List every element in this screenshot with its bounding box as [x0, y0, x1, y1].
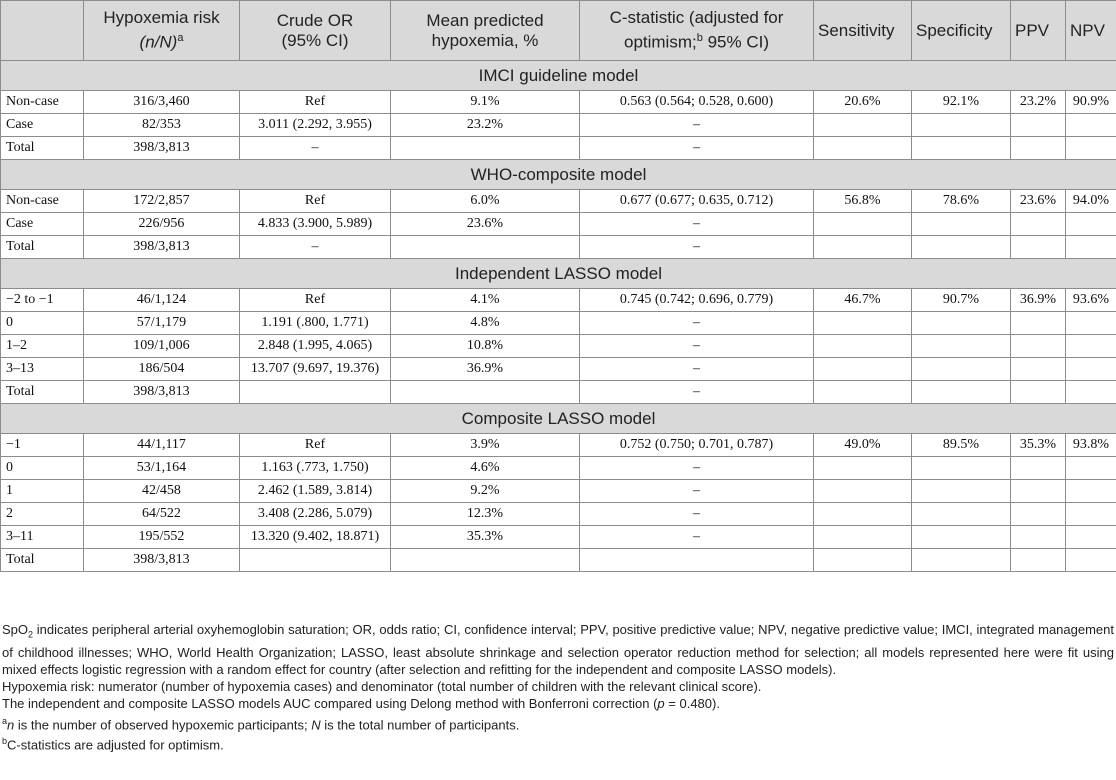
section-header-row — [1, 61, 1116, 91]
cell-sensitivity — [814, 213, 912, 236]
cell-crude-or — [240, 381, 391, 404]
cell-ppv: 36.9% — [1011, 289, 1066, 312]
cell-crude-or: 13.320 (9.402, 18.871) — [240, 526, 391, 549]
cell-mean-predicted: 12.3% — [391, 503, 580, 526]
table-footnotes — [2, 621, 1114, 754]
cell-crude-or: 3.011 (2.292, 3.955) — [240, 114, 391, 137]
cell-sensitivity — [814, 480, 912, 503]
cell-specificity — [912, 358, 1011, 381]
header-ppv: PPV — [1011, 1, 1066, 61]
table-row — [1, 114, 1116, 137]
cell-npv — [1066, 381, 1116, 404]
cell-mean-predicted: 3.9% — [391, 434, 580, 457]
table-row — [1, 503, 1116, 526]
cell-sensitivity: 46.7% — [814, 289, 912, 312]
cell-specificity — [912, 114, 1011, 137]
cell-hypoxemia-risk: 42/458 — [84, 480, 240, 503]
cell-hypoxemia-risk: 64/522 — [84, 503, 240, 526]
cell-hypoxemia-risk: 186/504 — [84, 358, 240, 381]
header-mean-predicted: Mean predicted hypoxemia, % — [391, 1, 580, 61]
header-c-statistic: C-statistic (adjusted for optimism;$^b$ 95% CI) — [580, 1, 814, 61]
table-row — [1, 213, 1116, 236]
table-row — [1, 381, 1116, 404]
section-title: Composite LASSO model — [1, 404, 1116, 434]
cell-hypoxemia-risk: 398/3,813 — [84, 236, 240, 259]
cell-ppv: 23.2% — [1011, 91, 1066, 114]
cell-crude-or: 3.408 (2.286, 5.079) — [240, 503, 391, 526]
footnote-abbreviations: SpO$_2$ indicates peripheral arterial oxyhemoglobin saturation; OR, odds ratio; CI, confidence interval; PPV, positive predictive value; NPV, negative predictive value; IMCI, integrated management of childhood illnesses; WHO, World Health Organization; LASSO, least absolute shrinkage and selection operator reduction method for selection; all models represented here were fit using mixed effects logistic regression with a random effect for country (after selection and refitting for the independent and composite LASSO models). — [2, 622, 1114, 677]
cell-specificity — [912, 236, 1011, 259]
cell-c-statistic: – — [580, 114, 814, 137]
cell-sensitivity — [814, 114, 912, 137]
cell-crude-or: – — [240, 236, 391, 259]
footnote-b: $^b$C-statistics are adjusted for optimism. — [2, 736, 224, 753]
cell-crude-or: 2.848 (1.995, 4.065) — [240, 335, 391, 358]
cell-ppv — [1011, 503, 1066, 526]
cell-c-statistic: – — [580, 312, 814, 335]
cell-ppv — [1011, 236, 1066, 259]
cell-crude-or: Ref — [240, 190, 391, 213]
cell-npv — [1066, 114, 1116, 137]
header-npv: NPV — [1066, 1, 1116, 61]
cell-specificity — [912, 381, 1011, 404]
cell-crude-or: – — [240, 137, 391, 160]
cell-mean-predicted — [391, 236, 580, 259]
cell-row-label: Total — [1, 381, 84, 404]
table-row — [1, 236, 1116, 259]
cell-c-statistic: 0.752 (0.750; 0.701, 0.787) — [580, 434, 814, 457]
cell-mean-predicted: 23.2% — [391, 114, 580, 137]
section-title: IMCI guideline model — [1, 61, 1116, 91]
cell-mean-predicted: 23.6% — [391, 213, 580, 236]
cell-specificity — [912, 549, 1011, 572]
cell-ppv — [1011, 358, 1066, 381]
table-row — [1, 190, 1116, 213]
cell-row-label: 3–11 — [1, 526, 84, 549]
cell-row-label: 2 — [1, 503, 84, 526]
cell-npv: 90.9% — [1066, 91, 1116, 114]
cell-mean-predicted: 9.2% — [391, 480, 580, 503]
cell-crude-or: 13.707 (9.697, 19.376) — [240, 358, 391, 381]
cell-ppv: 35.3% — [1011, 434, 1066, 457]
cell-npv — [1066, 480, 1116, 503]
cell-mean-predicted: 9.1% — [391, 91, 580, 114]
table-row — [1, 312, 1116, 335]
cell-specificity — [912, 213, 1011, 236]
footnote-auc-comparison: The independent and composite LASSO models AUC compared using Delong method with Bonferroni correction (p = 0.480). — [2, 696, 720, 712]
cell-sensitivity — [814, 335, 912, 358]
cell-mean-predicted: 4.1% — [391, 289, 580, 312]
cell-row-label: 1–2 — [1, 335, 84, 358]
cell-ppv: 23.6% — [1011, 190, 1066, 213]
cell-c-statistic: – — [580, 213, 814, 236]
cell-c-statistic: – — [580, 457, 814, 480]
section-header-row — [1, 160, 1116, 190]
cell-sensitivity — [814, 381, 912, 404]
cell-c-statistic — [580, 549, 814, 572]
cell-npv — [1066, 503, 1116, 526]
table-row — [1, 289, 1116, 312]
section-title: WHO-composite model — [1, 160, 1116, 190]
cell-npv — [1066, 526, 1116, 549]
header-crude-or: Crude OR (95% CI) — [240, 1, 391, 61]
cell-hypoxemia-risk: 316/3,460 — [84, 91, 240, 114]
section-title: Independent LASSO model — [1, 259, 1116, 289]
cell-hypoxemia-risk: 57/1,179 — [84, 312, 240, 335]
cell-ppv — [1011, 381, 1066, 404]
header-hypoxemia-risk: Hypoxemia risk $(n/N)^a$ — [84, 1, 240, 61]
cell-hypoxemia-risk: 398/3,813 — [84, 381, 240, 404]
cell-ppv — [1011, 114, 1066, 137]
cell-sensitivity — [814, 503, 912, 526]
cell-crude-or: 1.191 (.800, 1.771) — [240, 312, 391, 335]
cell-row-label: 3–13 — [1, 358, 84, 381]
cell-specificity — [912, 457, 1011, 480]
cell-ppv — [1011, 213, 1066, 236]
cell-crude-or: 2.462 (1.589, 3.814) — [240, 480, 391, 503]
cell-sensitivity — [814, 549, 912, 572]
table-body — [1, 61, 1116, 572]
cell-crude-or: 1.163 (.773, 1.750) — [240, 457, 391, 480]
cell-mean-predicted: 36.9% — [391, 358, 580, 381]
cell-npv — [1066, 358, 1116, 381]
cell-row-label: Case — [1, 213, 84, 236]
cell-ppv — [1011, 480, 1066, 503]
table-row — [1, 480, 1116, 503]
cell-hypoxemia-risk: 226/956 — [84, 213, 240, 236]
header-sensitivity: Sensitivity — [814, 1, 912, 61]
cell-hypoxemia-risk: 398/3,813 — [84, 137, 240, 160]
cell-c-statistic: 0.745 (0.742; 0.696, 0.779) — [580, 289, 814, 312]
cell-sensitivity — [814, 312, 912, 335]
cell-ppv — [1011, 335, 1066, 358]
cell-sensitivity — [814, 236, 912, 259]
cell-sensitivity — [814, 137, 912, 160]
section-header-row — [1, 259, 1116, 289]
cell-hypoxemia-risk: 109/1,006 — [84, 335, 240, 358]
cell-sensitivity — [814, 526, 912, 549]
cell-sensitivity: 56.8% — [814, 190, 912, 213]
cell-hypoxemia-risk: 53/1,164 — [84, 457, 240, 480]
cell-specificity — [912, 312, 1011, 335]
cell-mean-predicted: 35.3% — [391, 526, 580, 549]
header-blank — [1, 1, 84, 61]
cell-mean-predicted: 10.8% — [391, 335, 580, 358]
cell-row-label: Non-case — [1, 190, 84, 213]
cell-row-label: Non-case — [1, 91, 84, 114]
cell-ppv — [1011, 457, 1066, 480]
cell-mean-predicted — [391, 549, 580, 572]
table-row — [1, 549, 1116, 572]
table-row — [1, 91, 1116, 114]
section-header-row — [1, 404, 1116, 434]
cell-crude-or: Ref — [240, 434, 391, 457]
cell-specificity — [912, 137, 1011, 160]
table-row — [1, 526, 1116, 549]
cell-c-statistic: 0.563 (0.564; 0.528, 0.600) — [580, 91, 814, 114]
table-row — [1, 434, 1116, 457]
cell-hypoxemia-risk: 172/2,857 — [84, 190, 240, 213]
cell-row-label: 0 — [1, 312, 84, 335]
cell-row-label: Total — [1, 137, 84, 160]
header-row — [1, 1, 1116, 61]
table-row — [1, 137, 1116, 160]
cell-npv — [1066, 312, 1116, 335]
cell-c-statistic: – — [580, 236, 814, 259]
cell-mean-predicted: 4.8% — [391, 312, 580, 335]
cell-npv — [1066, 457, 1116, 480]
cell-crude-or: Ref — [240, 91, 391, 114]
cell-specificity — [912, 335, 1011, 358]
cell-c-statistic: – — [580, 526, 814, 549]
footnote-a: $^a$n is the number of observed hypoxemic participants; N is the total number of participants. — [2, 715, 520, 732]
cell-hypoxemia-risk: 195/552 — [84, 526, 240, 549]
cell-c-statistic: 0.677 (0.677; 0.635, 0.712) — [580, 190, 814, 213]
header-specificity: Specificity — [912, 1, 1011, 61]
table-row — [1, 358, 1116, 381]
cell-sensitivity — [814, 358, 912, 381]
cell-c-statistic: – — [580, 503, 814, 526]
cell-npv: 93.6% — [1066, 289, 1116, 312]
cell-npv — [1066, 549, 1116, 572]
cell-hypoxemia-risk: 82/353 — [84, 114, 240, 137]
cell-c-statistic: – — [580, 137, 814, 160]
cell-crude-or: Ref — [240, 289, 391, 312]
cell-sensitivity — [814, 457, 912, 480]
cell-npv — [1066, 213, 1116, 236]
cell-crude-or: 4.833 (3.900, 5.989) — [240, 213, 391, 236]
cell-sensitivity: 20.6% — [814, 91, 912, 114]
cell-npv: 93.8% — [1066, 434, 1116, 457]
cell-npv — [1066, 236, 1116, 259]
cell-c-statistic: – — [580, 480, 814, 503]
cell-ppv — [1011, 137, 1066, 160]
cell-row-label: 1 — [1, 480, 84, 503]
cell-row-label: 0 — [1, 457, 84, 480]
footnote-hypoxemia-risk: Hypoxemia risk: numerator (number of hypoxemia cases) and denominator (total number of children with the relevant clinical score). — [2, 679, 762, 695]
cell-npv: 94.0% — [1066, 190, 1116, 213]
cell-ppv — [1011, 312, 1066, 335]
cell-row-label: Case — [1, 114, 84, 137]
cell-specificity — [912, 503, 1011, 526]
cell-ppv — [1011, 526, 1066, 549]
cell-ppv — [1011, 549, 1066, 572]
cell-row-label: −1 — [1, 434, 84, 457]
cell-c-statistic: – — [580, 358, 814, 381]
cell-specificity: 92.1% — [912, 91, 1011, 114]
cell-specificity: 78.6% — [912, 190, 1011, 213]
cell-hypoxemia-risk: 46/1,124 — [84, 289, 240, 312]
cell-mean-predicted — [391, 137, 580, 160]
cell-row-label: Total — [1, 549, 84, 572]
cell-specificity: 90.7% — [912, 289, 1011, 312]
cell-specificity — [912, 480, 1011, 503]
cell-specificity — [912, 526, 1011, 549]
cell-crude-or — [240, 549, 391, 572]
cell-specificity: 89.5% — [912, 434, 1011, 457]
cell-mean-predicted: 4.6% — [391, 457, 580, 480]
cell-npv — [1066, 137, 1116, 160]
cell-c-statistic: – — [580, 335, 814, 358]
cell-mean-predicted — [391, 381, 580, 404]
cell-sensitivity: 49.0% — [814, 434, 912, 457]
cell-row-label: Total — [1, 236, 84, 259]
cell-mean-predicted: 6.0% — [391, 190, 580, 213]
cell-c-statistic: – — [580, 381, 814, 404]
cell-row-label: −2 to −1 — [1, 289, 84, 312]
table-row — [1, 457, 1116, 480]
cell-npv — [1066, 335, 1116, 358]
cell-hypoxemia-risk: 398/3,813 — [84, 549, 240, 572]
table-row — [1, 335, 1116, 358]
cell-hypoxemia-risk: 44/1,117 — [84, 434, 240, 457]
